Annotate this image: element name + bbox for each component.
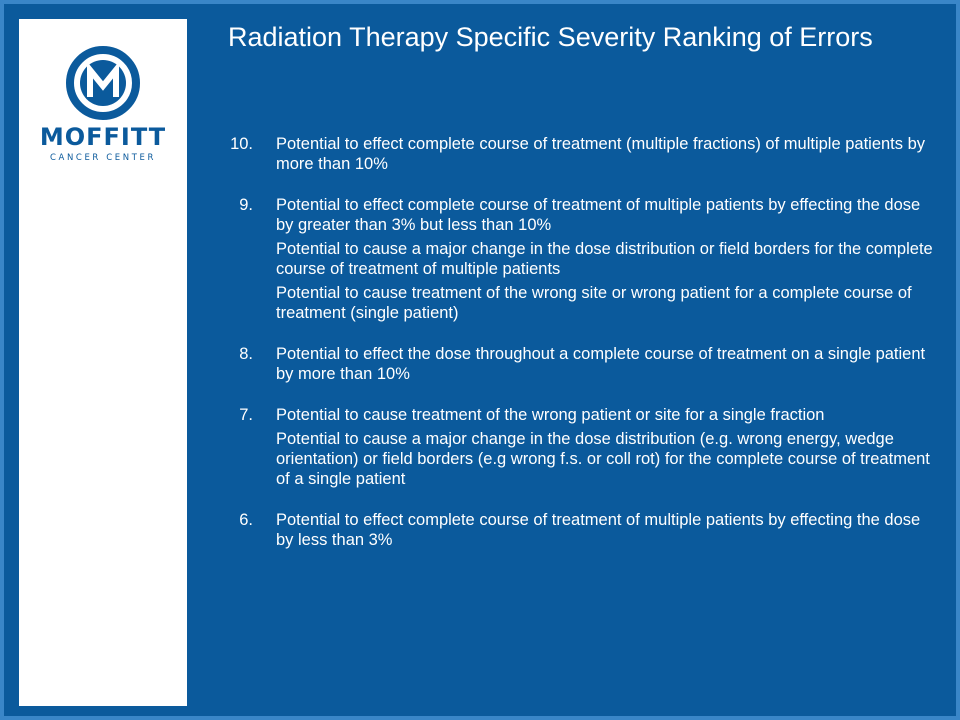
logo-name: MOFFITT bbox=[39, 123, 167, 151]
side-panel bbox=[19, 19, 187, 706]
severity-entry bbox=[201, 510, 941, 550]
slide-title: Radiation Therapy Specific Severity Ranking of Errors bbox=[228, 22, 873, 52]
severity-description: Potential to cause treatment of the wrong patient or site for a single fraction bbox=[276, 406, 825, 424]
moffitt-logo bbox=[19, 45, 187, 163]
severity-description: Potential to effect complete course of treatment of multiple patients by effecting the dose by less than 3% bbox=[276, 511, 921, 549]
severity-entry bbox=[201, 344, 941, 384]
severity-entry bbox=[201, 134, 941, 174]
severity-entry bbox=[201, 405, 941, 489]
severity-number: 8. bbox=[239, 345, 253, 363]
severity-description: Potential to effect complete course of treatment (multiple fractions) of multiple patients by more than 10% bbox=[276, 135, 926, 173]
logo-subtitle: CANCER CENTER bbox=[50, 153, 156, 163]
severity-description: Potential to effect the dose throughout a complete course of treatment on a single patient by more than 10% bbox=[276, 345, 926, 383]
severity-number: 9. bbox=[239, 196, 253, 214]
severity-number: 7. bbox=[239, 406, 253, 424]
severity-number: 6. bbox=[239, 511, 253, 529]
severity-description: Potential to cause a major change in the dose distribution or field borders for the complete course of treatment of multiple patients bbox=[276, 240, 933, 278]
severity-list bbox=[201, 134, 941, 571]
severity-number: 10. bbox=[230, 135, 253, 153]
severity-description: Potential to effect complete course of treatment of multiple patients by effecting the dose by greater than 3% but less than 10% bbox=[276, 196, 921, 234]
severity-description: Potential to cause treatment of the wrong site or wrong patient for a complete course of treatment (single patient) bbox=[276, 284, 912, 322]
severity-entry bbox=[201, 195, 941, 323]
severity-description: Potential to cause a major change in the dose distribution (e.g. wrong energy, wedge orientation) or field borders (e.g wrong f.s. or coll rot) for the complete course of treatment of a single patient bbox=[276, 430, 930, 488]
moffitt-m-icon bbox=[65, 45, 141, 121]
